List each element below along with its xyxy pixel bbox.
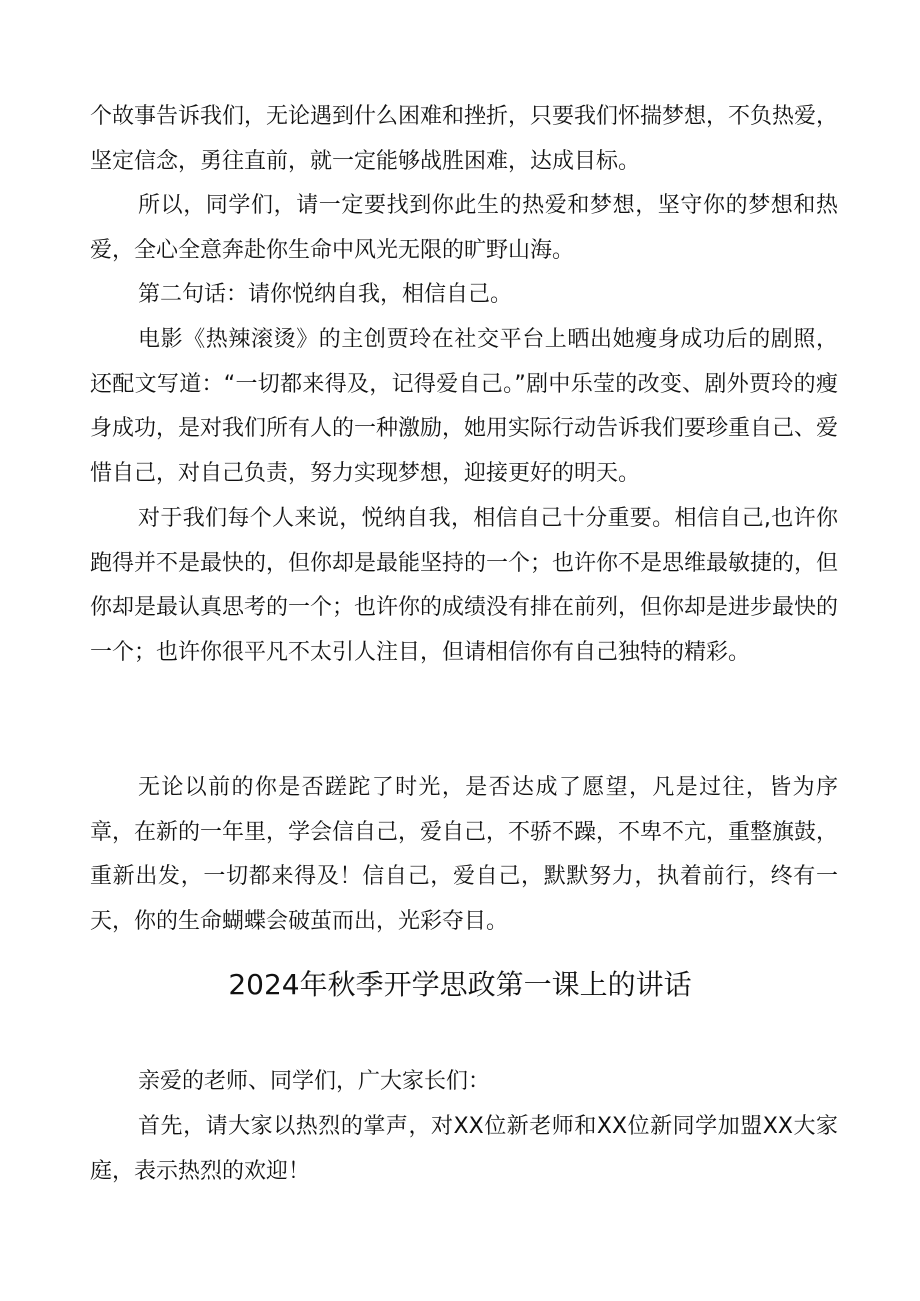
paragraph-second-sentence: 第二句话：请你悦纳自我，相信自己。 [138,282,513,307]
paragraph-find-passion: 所以，同学们，请一定要找到你此生的热爱和梦想，坚守你的梦想和热爱，全心全意奔赴你生命中风光无限的旷野山海。 [90,193,838,263]
paragraph-movie-example: 电影《热辣滚烫》的主创贾玲在社交平台上晒出她瘦身成功后的剧照，还配文写道：“一切都来得及，记得爱自己。”剧中乐莹的改变、剧外贾玲的瘦身成功，是对我们所有人的一种激励，她用实际行动告诉我们要珍重自己、爱惜自己，对自己负责，努力实现梦想，迎接更好的明天。 [90,327,839,486]
speech-title: 2024年秋季开学思政第一课上的讲话 [228,968,692,1001]
paragraph-believe-yourself: 对于我们每个人来说，悦纳自我，相信自己十分重要。相信自己,也许你跑得并不是最快的，但你却是最能坚持的一个；也许你不是思维最敏捷的，但你却是最认真思考的一个；也许你的成绩没有排在前列，但你却是进步最快的一个；也许你很平凡不太引人注目，但请相信你有自己独特的精彩。 [90,506,839,665]
paragraph-greeting: 亲爱的老师、同学们，广大家长们： [138,1069,491,1094]
paragraph-new-year: 无论以前的你是否蹉跎了时光，是否达成了愿望，凡是过往，皆为序章，在新的一年里，学会信自己，爱自己，不骄不躁，不卑不亢，重整旗鼓，重新出发，一切都来得及！信自己，爱自己，默默努力，执着前行，终有一天，你的生命蝴蝶会破茧而出，光彩夺目。 [90,775,839,934]
paragraph-dream-conclusion: 个故事告诉我们，无论遇到什么困难和挫折，只要我们怀揣梦想，不负热爱，坚定信念，勇往直前，就一定能够战胜困难，达成目标。 [90,104,839,174]
paragraph-welcome: 首先，请大家以热烈的掌声，对XX位新老师和XX位新同学加盟XX大家庭，表示热烈的欢迎！ [90,1114,838,1184]
